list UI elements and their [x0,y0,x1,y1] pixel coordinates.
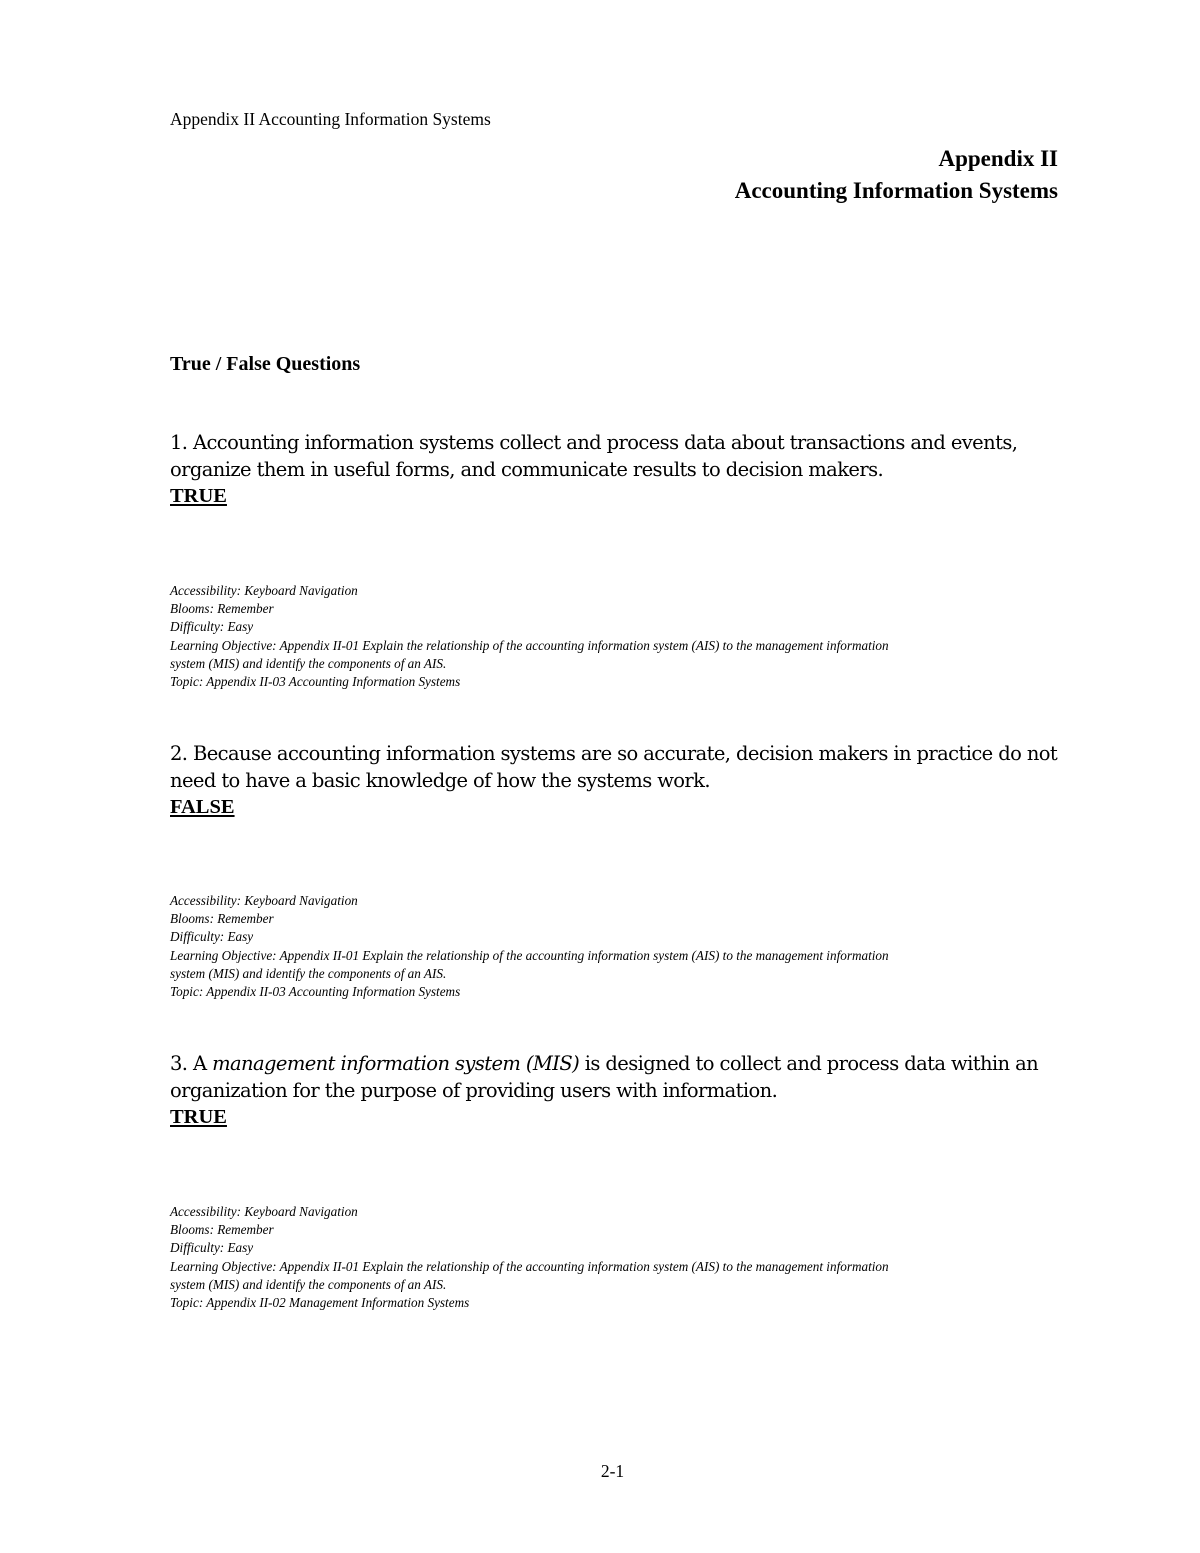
meta-difficulty: Difficulty: Easy [170,619,254,635]
question-1-metadata [170,582,1070,691]
meta-topic: Topic: Appendix II-03 Accounting Information Systems [170,984,461,1000]
meta-learning-objective: Learning Objective: Appendix II-01 Explain the relationship of the accounting information system (AIS) to the management information [170,1258,889,1274]
meta-blooms: Blooms: Remember [170,1222,274,1238]
meta-learning-objective-cont: system (MIS) and identify the components of an AIS. [170,965,447,981]
document-title [735,143,1058,207]
section-heading: True / False Questions [170,353,361,375]
meta-learning-objective: Learning Objective: Appendix II-01 Explain the relationship of the accounting information system (AIS) to the management information [170,637,889,653]
question-1 [170,429,1070,509]
running-header: Appendix II Accounting Information Systems [170,109,491,129]
meta-blooms: Blooms: Remember [170,911,274,927]
question-text-term: management information system (MIS) [212,1052,580,1075]
question-text-suffix: is designed to collect and process data within an organization for the purpose of providing users with information. [170,1052,1039,1102]
question-text: 1. Accounting information systems collect and process data about transactions and events, organize them in useful forms, and communicate results to decision makers. [170,431,1018,481]
meta-topic: Topic: Appendix II-03 Accounting Information Systems [170,674,461,690]
meta-difficulty: Difficulty: Easy [170,1240,254,1256]
question-answer: TRUE [170,485,227,507]
question-answer: FALSE [170,796,235,818]
question-2 [170,740,1070,820]
page-number: 2-1 [600,1461,625,1481]
title-line-subject: Accounting Information Systems [734,178,1058,203]
question-2-metadata [170,892,1070,1001]
title-line-appendix: Appendix II [938,146,1058,171]
meta-accessibility: Accessibility: Keyboard Navigation [170,893,358,908]
meta-accessibility: Accessibility: Keyboard Navigation [170,583,358,598]
question-text-prefix: 3. A [170,1052,213,1075]
meta-accessibility: Accessibility: Keyboard Navigation [170,1204,358,1219]
question-3 [170,1050,1070,1130]
question-text [170,1050,1070,1104]
meta-difficulty: Difficulty: Easy [170,929,254,945]
question-3-metadata [170,1203,1070,1312]
question-answer: TRUE [170,1106,227,1128]
meta-learning-objective: Learning Objective: Appendix II-01 Explain the relationship of the accounting information system (AIS) to the management information [170,947,889,963]
meta-learning-objective-cont: system (MIS) and identify the components of an AIS. [170,655,447,671]
meta-topic: Topic: Appendix II-02 Management Information Systems [170,1295,470,1311]
meta-learning-objective-cont: system (MIS) and identify the components of an AIS. [170,1276,447,1292]
meta-blooms: Blooms: Remember [170,601,274,617]
question-text: 2. Because accounting information systems are so accurate, decision makers in practice do not need to have a basic knowledge of how the systems work. [170,742,1058,792]
